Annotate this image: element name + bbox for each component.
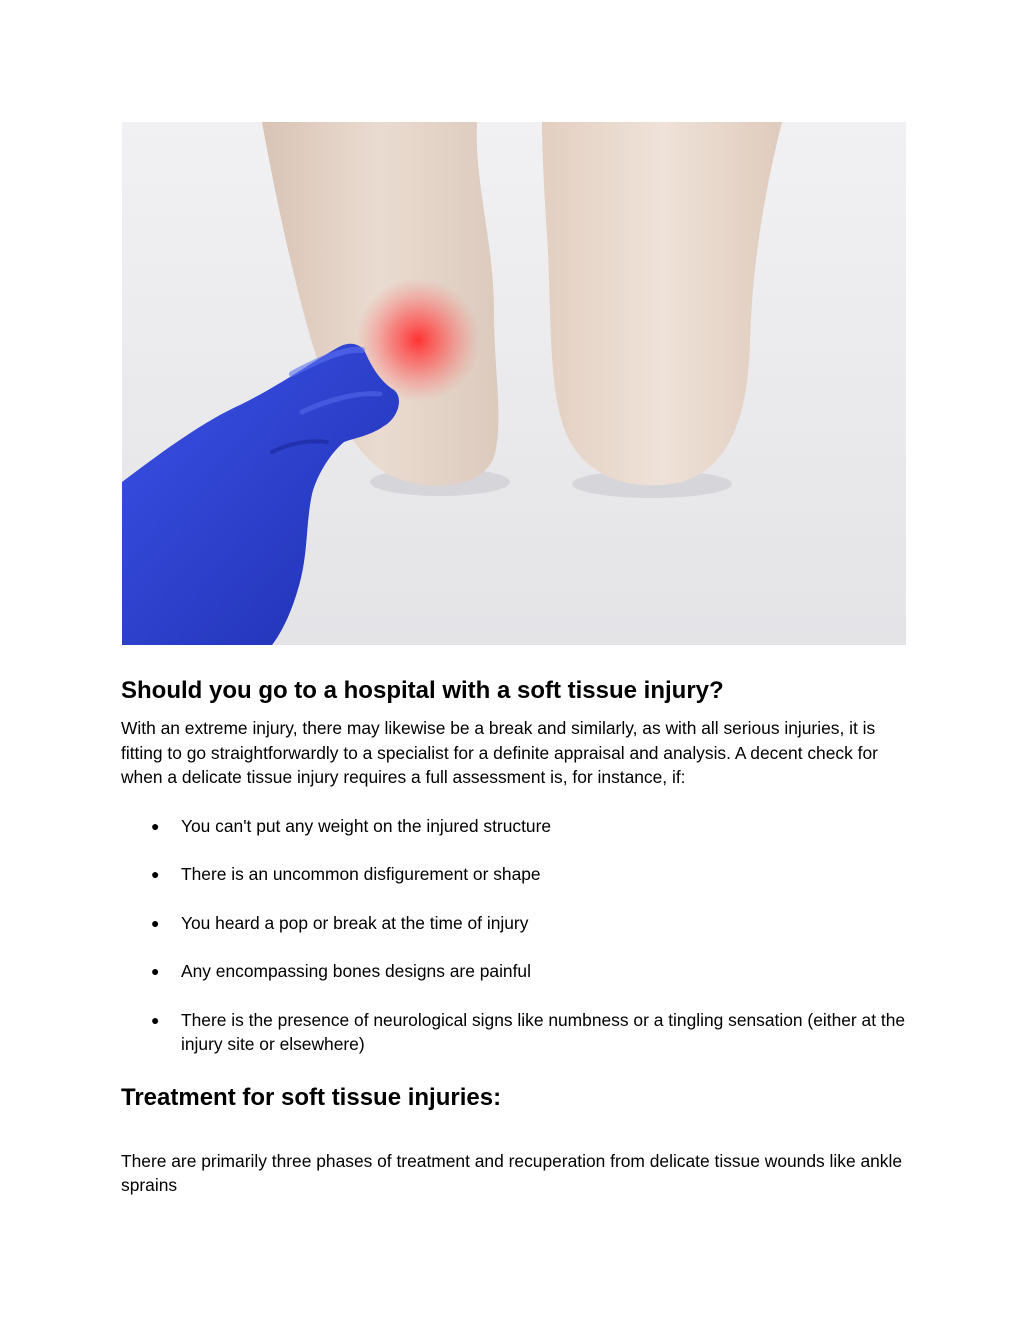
bullet-icon: ●	[151, 1011, 160, 1028]
list-item: ● Any encompassing bones designs are painful	[121, 959, 911, 984]
photo-illustration	[122, 122, 906, 645]
bullet-icon: ●	[151, 963, 160, 979]
section-paragraph-hospital: With an extreme injury, there may likewise be a break and similarly, as with all serious injuries, it is fitting to go straightforwardly to a specialist for a definite appraisal and analysis. A decent check for when a delicate tissue injury requires a full assessment is, for instance, if:	[121, 718, 878, 787]
list-item: ● There is an uncommon disfigurement or shape	[121, 862, 911, 887]
bullet-icon: ●	[151, 914, 160, 931]
section-paragraph-treatment: There are primarily three phases of treatment and recuperation from delicate tissue wounds like ankle sprains	[121, 1150, 903, 1195]
article-content	[121, 676, 911, 1198]
list-item: ● You heard a pop or break at the time of injury	[121, 911, 911, 936]
heel-pain-photo	[122, 122, 906, 645]
section-heading-hospital: Should you go to a hospital with a soft tissue injury?	[121, 677, 724, 704]
list-item: ● There is the presence of neurological signs like numbness or a tingling sensation (either at the injury site or elsewhere)	[151, 1009, 906, 1054]
bullet-icon: ●	[151, 866, 160, 882]
section-heading-treatment: Treatment for soft tissue injuries:	[121, 1083, 502, 1111]
symptom-list	[121, 814, 911, 1057]
list-item: ● You can't put any weight on the injured structure	[121, 814, 911, 839]
bullet-icon: ●	[151, 817, 160, 834]
